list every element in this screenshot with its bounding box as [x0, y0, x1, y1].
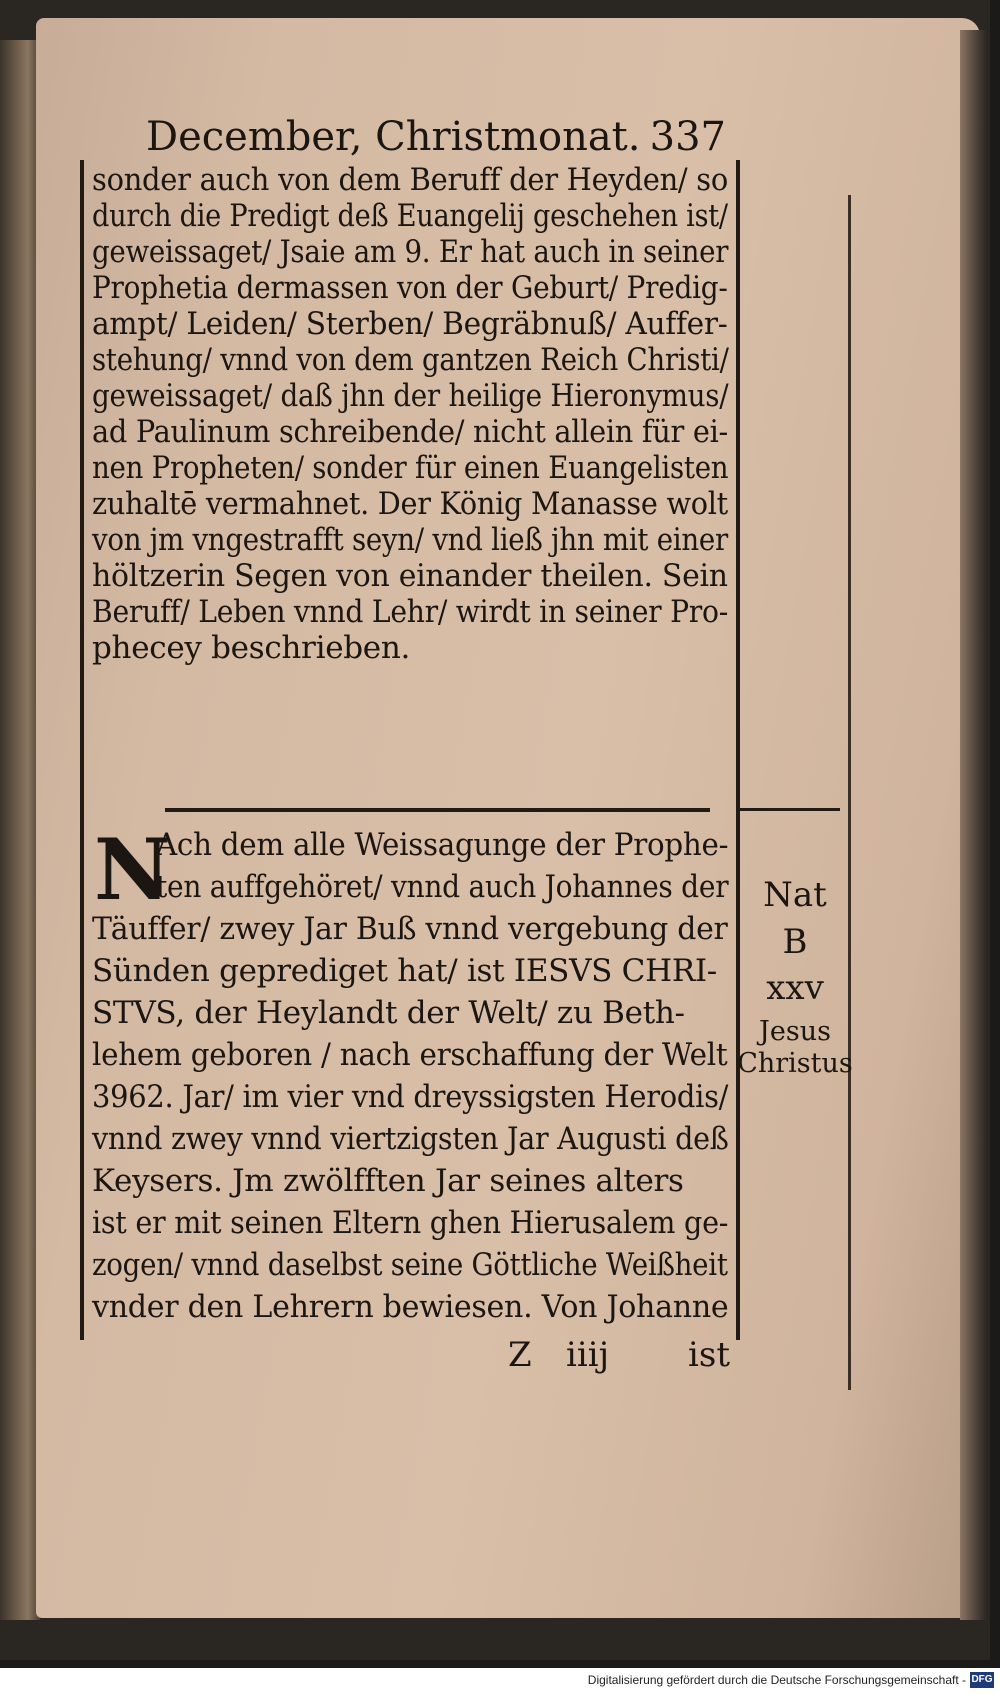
text-line: phecey beschrieben. [92, 630, 411, 666]
text-line: ad Paulinum schreibende/ nicht allein für ei- [92, 414, 728, 450]
right-page-edge [960, 30, 986, 1620]
margin-note-line: B [782, 922, 808, 962]
text-line: Ach dem alle Weissagunge der Prophe- [156, 827, 729, 863]
text-line: durch die Predigt deß Euangelij geschehen ist/ [92, 198, 728, 234]
running-head-title: December, Christmonat. [146, 114, 641, 160]
footer-bar [0, 1668, 1000, 1695]
text-line: geweissaget/ Jsaie am 9. Er hat auch in seiner [92, 234, 729, 270]
text-line: zogen/ vnnd daselbst seine Göttliche Weißheit [92, 1247, 728, 1283]
text-line: ten auffgehöret/ vnnd auch Johannes der [156, 869, 729, 905]
margin-rule-vertical [848, 195, 851, 1390]
text-line: STVS, der Heylandt der Welt/ zu Beth- [92, 995, 685, 1031]
text-line: ist er mit seinen Eltern ghen Hierusalem ge- [92, 1205, 729, 1241]
text-line: Keysers. Jm zwölfften Jar seines alters [92, 1163, 684, 1199]
margin-divider [738, 808, 840, 811]
text-line: Beruff/ Leben vnnd Lehr/ wirdt in seiner Pro- [92, 594, 728, 630]
text-line: nen Propheten/ sonder für einen Euangelisten [92, 450, 729, 486]
signature-mark: Z [508, 1335, 532, 1375]
margin-note-line: Nat [763, 875, 827, 915]
page-number: 337 [649, 114, 726, 160]
text-line: zuhaltē vermahnet. Der König Manasse wolt [92, 486, 728, 522]
text-line: lehem geboren / nach erschaffung der Welt [92, 1037, 728, 1073]
text-line: Prophetia dermassen von der Geburt/ Predig- [92, 270, 728, 306]
text-line: von jm vngestrafft seyn/ vnd ließ jhn mit einer [92, 522, 728, 558]
text-line: vnder den Lehrern bewiesen. Von Johanne [92, 1289, 729, 1325]
text-line: 3962. Jar/ im vier vnd dreyssigsten Herodis/ [92, 1079, 729, 1115]
text-line: Sünden geprediget hat/ ist IESVS CHRI- [92, 953, 717, 989]
margin-note-line: Christus [737, 1048, 853, 1079]
left-page-edge [0, 40, 40, 1620]
text-line: Täuffer/ zwey Jar Buß vnnd vergebung der [92, 911, 728, 947]
margin-note-line: Jesus [759, 1016, 831, 1047]
running-head [146, 112, 726, 162]
catchword: ist [688, 1335, 730, 1375]
text-line: stehung/ vnnd von dem gantzen Reich Christi/ [92, 342, 729, 378]
section-divider [165, 808, 710, 812]
text-line: höltzerin Segen von einander theilen. Sein [92, 558, 728, 594]
text-line: vnnd zwey vnnd viertzigsten Jar Augusti deß [92, 1121, 729, 1157]
text-line: sonder auch von dem Beruff der Heyden/ so [92, 162, 728, 198]
dfg-logo: DFG [970, 1672, 994, 1688]
drop-initial: N [94, 820, 171, 919]
text-line: geweissaget/ daß jhn der heilige Hieronymus/ [92, 378, 729, 414]
footer-credit: Digitalisierung gefördert durch die Deutsche Forschungsgemeinschaft - [587, 1673, 966, 1687]
margin-note-line: xxv [766, 968, 824, 1008]
signature-number: iiij [566, 1335, 610, 1375]
text-line: ampt/ Leiden/ Sterben/ Begräbnuß/ Auffer- [92, 306, 728, 342]
